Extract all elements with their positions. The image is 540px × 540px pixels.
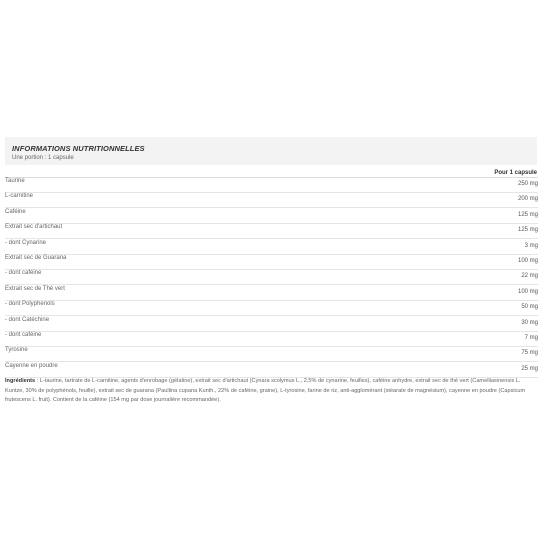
table-row <box>5 209 538 224</box>
nutrient-name: Tyrosine <box>5 347 28 354</box>
nutrient-value: 75 mg <box>521 350 538 357</box>
nutrient-name: Taurine <box>5 178 25 184</box>
column-heading: Pour 1 capsule <box>494 170 537 176</box>
nutrient-value: 7 mg <box>524 335 538 341</box>
section-title: INFORMATIONS NUTRITIONNELLES <box>12 144 145 153</box>
nutrient-value: 50 mg <box>521 304 538 311</box>
table-row <box>5 240 538 255</box>
nutrient-name: Cayenne en poudre <box>5 362 58 369</box>
nutrient-name: Extrait sec de Thé vert <box>5 285 65 292</box>
nutrient-value: 100 mg <box>517 258 538 264</box>
nutrient-name: - dont Polyphenols <box>5 301 55 308</box>
nutrient-name: Extrait sec d'artichaut <box>5 224 63 231</box>
table-row <box>5 193 538 208</box>
table-row <box>5 255 538 270</box>
nutrient-name: - dont caféine <box>5 332 42 338</box>
nutrient-value: 125 mg <box>517 211 538 218</box>
nutrient-value: 22 mg <box>521 273 538 280</box>
table-row <box>5 224 538 239</box>
nutrient-name: Extrait sec de Guarana <box>5 255 67 261</box>
nutrient-name: - dont caféine <box>5 270 42 277</box>
nutrient-name: Caféine <box>5 208 26 215</box>
table-row <box>5 301 538 316</box>
nutrient-value: 250 mg <box>517 181 538 187</box>
table-row <box>5 178 538 193</box>
nutrient-value: 200 mg <box>517 196 538 203</box>
nutrient-name: L-carnitine <box>5 193 34 200</box>
table-row <box>5 363 538 378</box>
ingredients-text: : L-taurine, tartrate de L-carnitine, agents d'enrobage (gélatine), extrait sec d'artichaut (Cynara scolymus L., 2,5% de cynarine, feuilles), caféine anhydre, extrait sec de thé vert (Camelliasinensis L. Kuntze, 30% de polyphénols, feuille), extrait sec de guarana (Paullina cupana Kunth., 22% de caféine, graine), L-tyrosine, farine de riz, anti-agglomérant (stéarate de magnésium), cayenne en poudre (Capsicum frutescens L. fruit). Contient de la caféine (154 mg par dose journalière recommandée). <box>5 378 526 403</box>
nutrient-value: 30 mg <box>521 319 538 326</box>
ingredients-paragraph <box>5 377 535 406</box>
ingredients-label: Ingrédients <box>5 378 36 384</box>
nutrient-value: 3 mg <box>524 242 538 249</box>
nutrient-name: - dont Catéchine <box>5 316 50 323</box>
table-row <box>5 332 538 347</box>
table-row <box>5 270 538 285</box>
table-row <box>5 347 538 362</box>
serving-size: Une portion : 1 capsule <box>12 155 74 161</box>
table-row <box>5 286 538 301</box>
nutrient-value: 25 mg <box>521 365 538 372</box>
nutrient-value: 125 mg <box>517 227 538 234</box>
nutrient-value: 100 mg <box>517 288 538 295</box>
nutrient-name: - dont Cynarine <box>5 239 47 246</box>
table-row <box>5 317 538 332</box>
